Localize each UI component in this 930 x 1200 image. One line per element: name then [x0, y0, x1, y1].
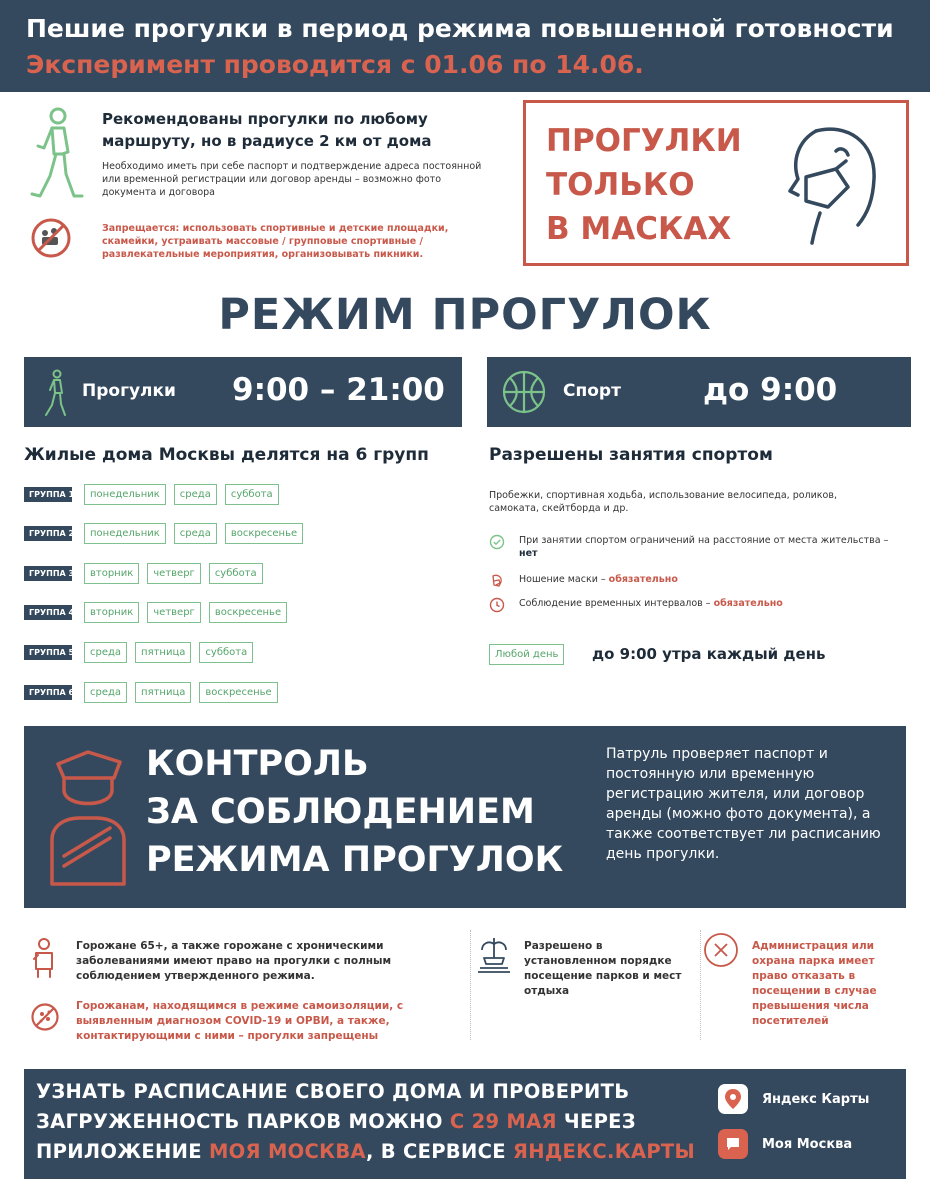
cross-circle-icon: [702, 931, 740, 969]
day-tag: пятница: [135, 642, 191, 663]
sport-rule-distance: [489, 534, 889, 562]
walk-label: Прогулки: [82, 381, 176, 401]
masks-line-1: ПРОГУЛКИ: [546, 123, 742, 159]
yandex-maps-app[interactable]: [718, 1084, 869, 1114]
group-row: [24, 561, 271, 585]
footer-text: ЧЕРЕЗ: [556, 1110, 636, 1133]
control-banner: [24, 726, 906, 908]
rule-value: нет: [519, 548, 538, 559]
sport-time: до 9:00: [703, 372, 838, 408]
day-tag: понедельник: [84, 523, 166, 544]
control-title-line-2: ЗА СОБЛЮДЕНИЕМ: [146, 792, 535, 832]
footer-line-1: УЗНАТЬ РАСПИСАНИЕ СВОЕГО ДОМА И ПРОВЕРИТЬ: [36, 1080, 630, 1103]
masks-line-2: ТОЛЬКО: [546, 167, 695, 203]
no-gathering-icon: [30, 217, 72, 259]
sport-allowed-title: Разрешены занятия спортом: [489, 445, 773, 465]
walking-person-icon: [28, 106, 84, 200]
page-title: Пешие прогулки в период режима повышенной готовности: [26, 14, 894, 43]
footer-text: , В СЕРВИСЕ: [365, 1140, 513, 1163]
chat-bubble-icon: [718, 1129, 748, 1159]
group-row: [24, 680, 286, 704]
sport-schedule-bar: [487, 357, 911, 427]
rule-text: При занятии спортом ограничений на расстояние от места жительства –: [519, 535, 889, 546]
day-tag: среда: [174, 523, 217, 544]
day-tag: воскресенье: [199, 682, 277, 703]
recommend-text: Необходимо иметь при себе паспорт и подтверждение адреса постоянной или временной регистрации или договор аренды – возможно фото документа и договора: [102, 161, 482, 198]
group-label: ГРУППА 6: [24, 685, 72, 700]
group-label: ГРУППА 3: [24, 566, 72, 581]
group-row: [24, 640, 261, 664]
forbidden-text: Запрещается: использовать спортивные и детские площадки, скамейки, устраивать массовые / групповые спортивные / развлекательные мероприятия, организовывать пикники.: [102, 223, 449, 260]
divider: [700, 930, 701, 1040]
day-tag: воскресенье: [209, 602, 287, 623]
sport-rule-mask: [489, 573, 889, 589]
group-label: ГРУППА 4: [24, 605, 72, 620]
day-tag: пятница: [135, 682, 191, 703]
park-admin-info: Администрация или охрана парка имеет право отказать в посещении в случае превышения числа посетителей: [752, 940, 877, 1027]
yandex-maps-label: Яндекс Карты: [762, 1091, 870, 1107]
divider: [470, 930, 471, 1040]
sport-label: Спорт: [563, 381, 621, 401]
footer-app-name: МОЯ МОСКВА: [208, 1140, 366, 1163]
day-tag: воскресенье: [225, 523, 303, 544]
no-virus-icon: [30, 1002, 60, 1032]
day-tag: понедельник: [84, 484, 166, 505]
control-title-line-3: РЕЖИМА ПРОГУЛОК: [146, 840, 564, 880]
sport-rule-time: [489, 597, 889, 613]
day-tag: среда: [84, 642, 127, 663]
walk-schedule-bar: [24, 357, 462, 427]
group-row: [24, 521, 311, 545]
day-tag: вторник: [84, 602, 139, 623]
my-moscow-app[interactable]: [718, 1129, 852, 1159]
group-label: ГРУППА 1: [24, 487, 72, 502]
day-tag: суббота: [199, 642, 253, 663]
rule-text: Соблюдение временных интервалов –: [519, 598, 711, 609]
rule-value: обязательно: [713, 598, 783, 609]
control-title-line-1: КОНТРОЛЬ: [146, 744, 369, 784]
day-tag: вторник: [84, 563, 139, 584]
footer-banner: [24, 1069, 906, 1179]
my-moscow-label: Моя Москва: [762, 1136, 853, 1152]
any-day-text: до 9:00 утра каждый день: [592, 645, 826, 663]
walking-person-icon: [42, 369, 70, 417]
control-description: Патруль проверяет паспорт и постоянную или временную регистрацию жителя, или договор аренды (можно фото документа), а также соответствует ли расписанию день прогулки.: [606, 746, 881, 862]
rule-value: обязательно: [608, 574, 678, 585]
mask-icon: [489, 573, 505, 589]
group-label: ГРУППА 2: [24, 526, 72, 541]
walk-mode-title: РЕЖИМ ПРОГУЛОК: [218, 290, 712, 340]
day-tag: среда: [84, 682, 127, 703]
recommend-title: Рекомендованы прогулки по любому маршруту, но в радиусе 2 км от дома: [102, 110, 432, 150]
footer-line-3: [36, 1140, 695, 1163]
day-tag: среда: [174, 484, 217, 505]
parks-allowed-info: Разрешено в установленном порядке посещение парков и мест отдыха: [524, 940, 682, 997]
experiment-dates: Эксперимент проводится с 01.06 по 14.06.: [26, 50, 644, 79]
any-day-tag: Любой день: [489, 644, 564, 665]
clock-icon: [489, 597, 505, 613]
footer-date: С 29 МАЯ: [449, 1110, 557, 1133]
day-tag: четверг: [147, 602, 201, 623]
park-fountain-icon: [476, 934, 512, 974]
header-banner: [0, 0, 930, 92]
rule-text: Ношение маски –: [519, 574, 606, 585]
masks-required-box: [523, 100, 909, 266]
footer-text: ЗАГРУЖЕННОСТЬ ПАРКОВ МОЖНО: [36, 1110, 450, 1133]
check-circle-icon: [489, 534, 505, 550]
footer-line-2: [36, 1110, 636, 1133]
day-tag: четверг: [147, 563, 201, 584]
group-label: ГРУППА 5: [24, 645, 72, 660]
self-isolation-info: Горожанам, находящимся в режиме самоизоляции, с выявленным диагнозом COVID-19 и ОРВИ, а также, контактирующими с ними – прогулки запрещены: [76, 1000, 404, 1042]
basketball-icon: [501, 369, 547, 415]
day-tag: суббота: [225, 484, 279, 505]
day-tag: суббота: [209, 563, 263, 584]
senior-citizens-info: Горожане 65+, а также горожане с хроническими заболеваниями имеют право на прогулки с полным соблюдением утвержденного режима.: [76, 940, 392, 982]
masks-line-3: В МАСКАХ: [546, 211, 732, 247]
footer-service-name: ЯНДЕКС.КАРТЫ: [512, 1140, 696, 1163]
masked-face-icon: [776, 121, 886, 245]
walk-time: 9:00 – 21:00: [232, 372, 445, 408]
patrol-officer-icon: [50, 748, 126, 888]
groups-title: Жилые дома Москвы делятся на 6 групп: [24, 445, 429, 465]
sport-description: Пробежки, спортивная ходьба, использование велосипеда, роликов, самоката, скейтборда и др.: [489, 490, 837, 514]
footer-text: ПРИЛОЖЕНИЕ: [36, 1140, 209, 1163]
map-pin-icon: [718, 1084, 748, 1114]
group-row: [24, 600, 295, 624]
senior-person-icon: [30, 937, 58, 979]
group-row: [24, 482, 287, 506]
